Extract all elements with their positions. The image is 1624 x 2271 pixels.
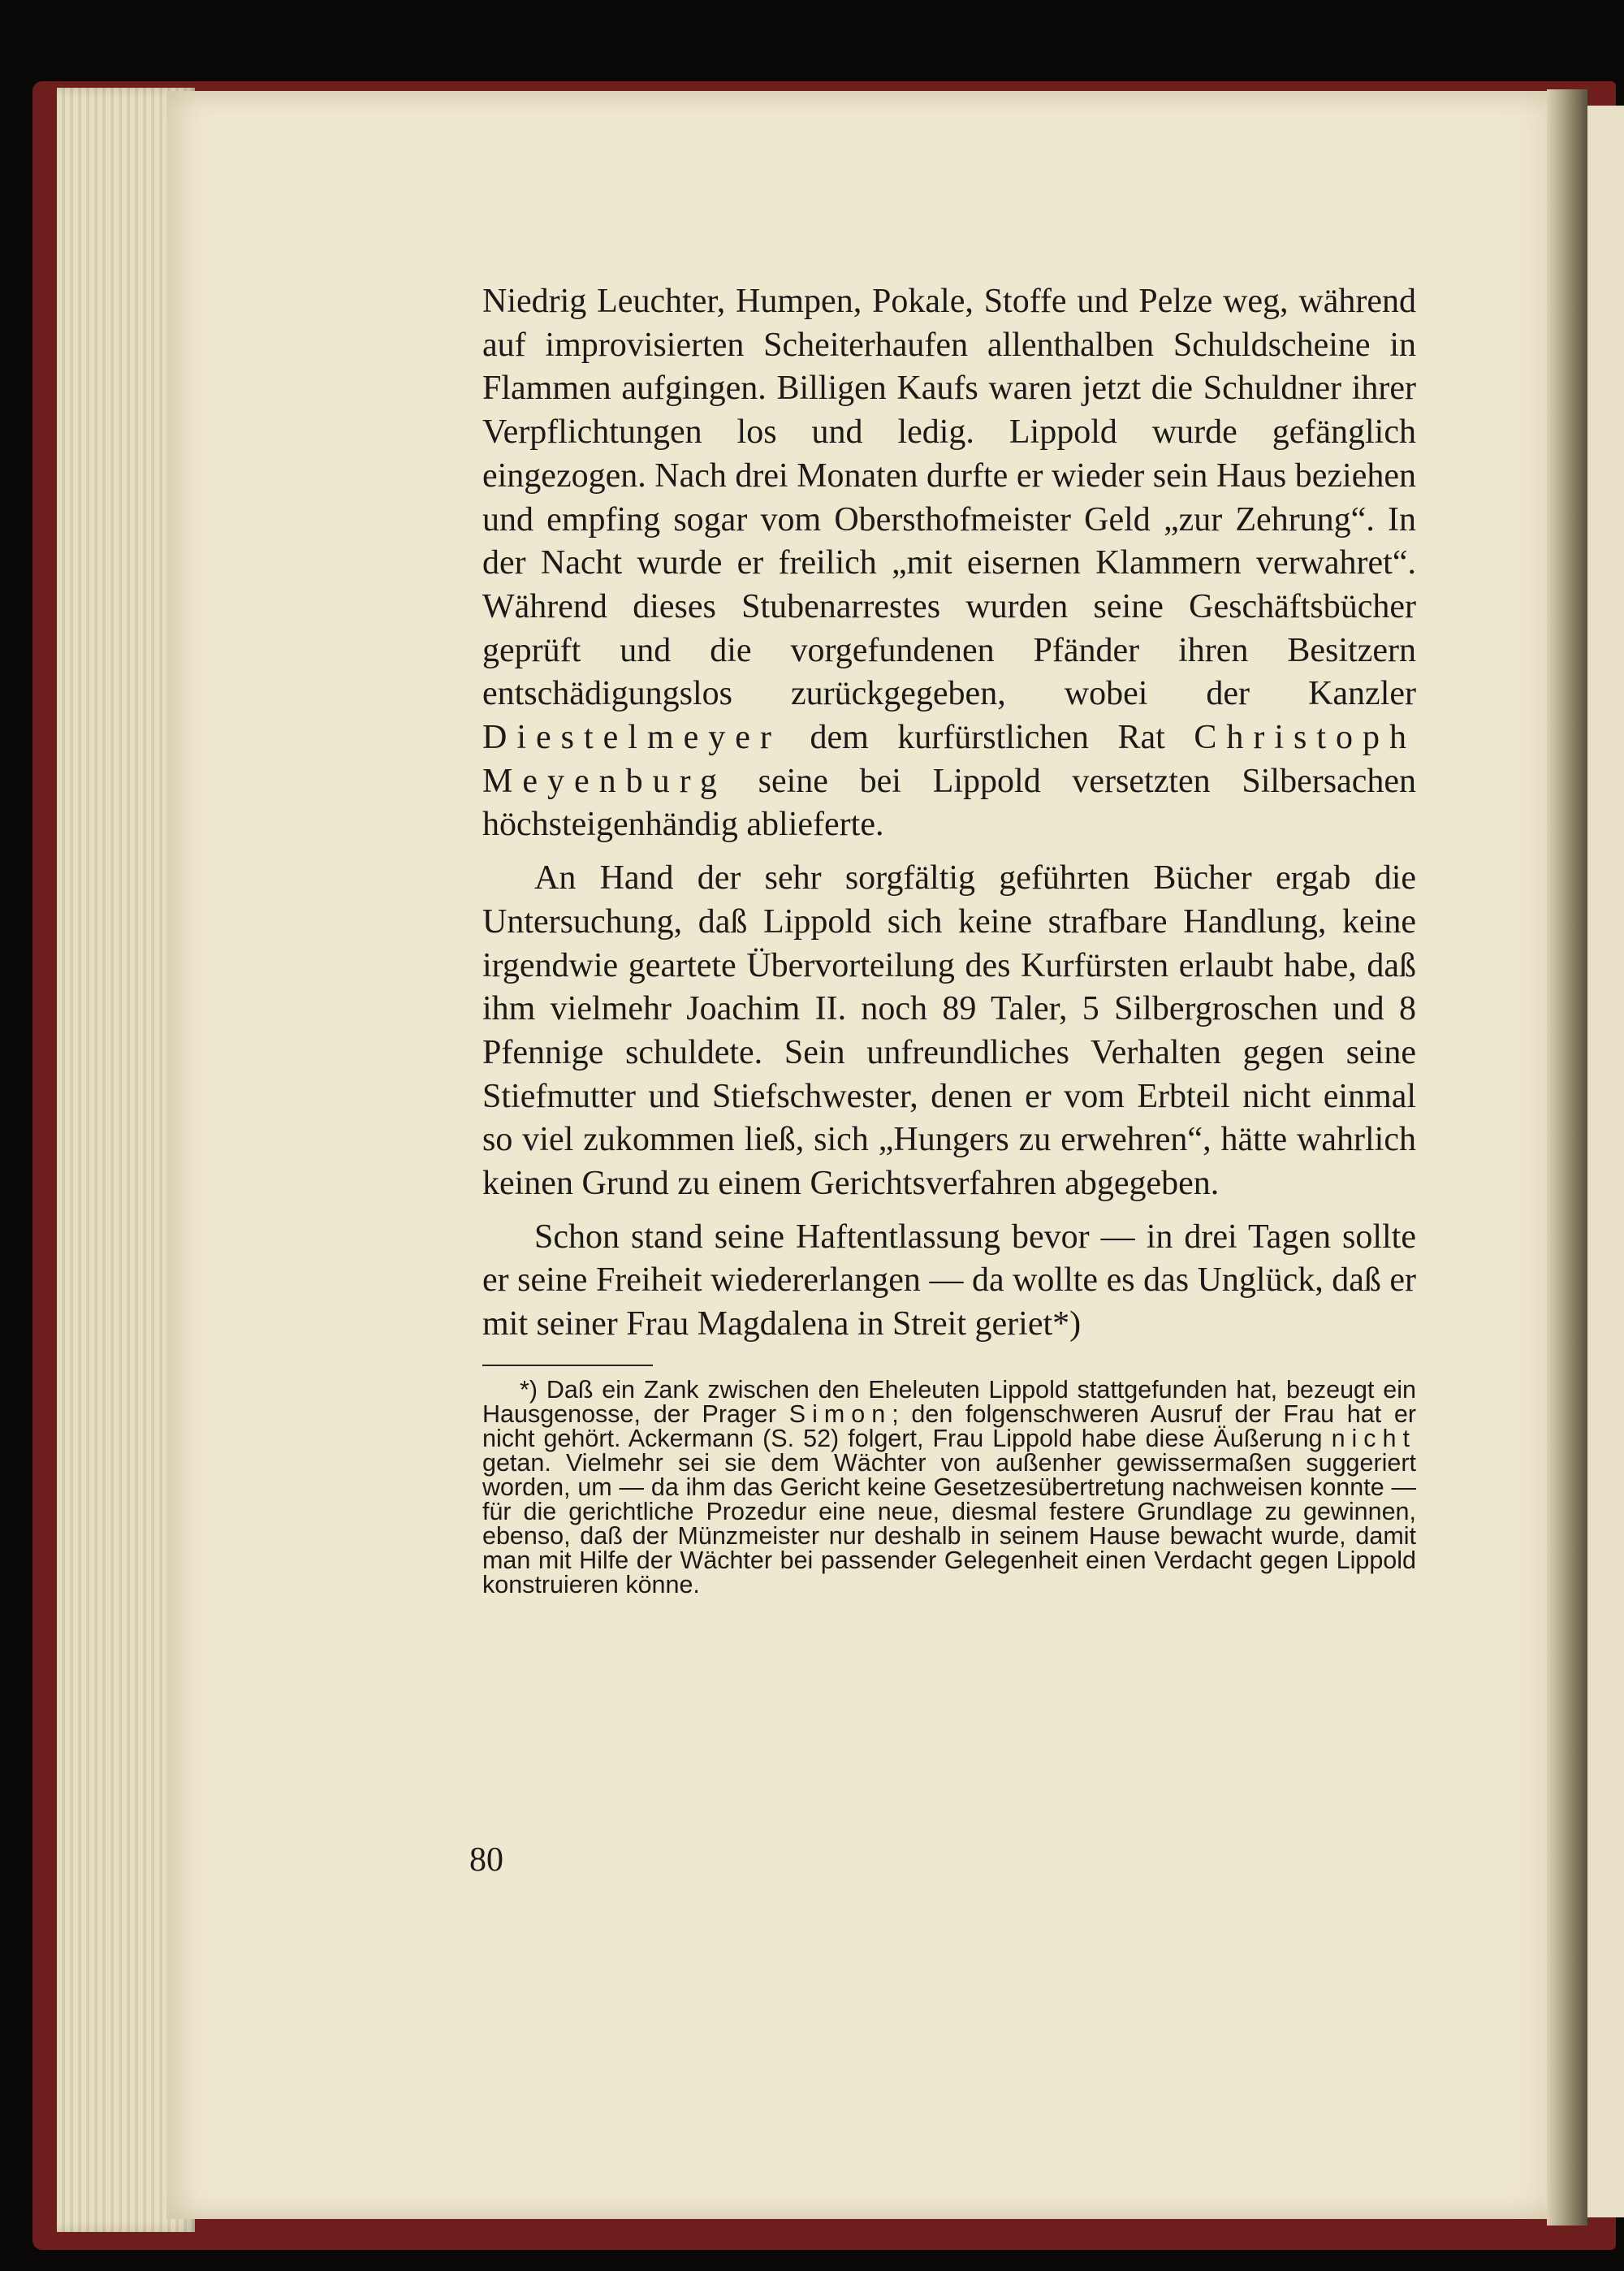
footnote-name-simon: Simon [788,1399,892,1428]
footnote-text-a: *) Daß ein Zank zwischen den Eheleuten Lippold stattgefunden hat, bezeugt ein Hausgenosse, der Prager [482,1375,1416,1428]
footnote-text-b: ; den folgenschweren Ausruf der Frau hat er nicht gehört. Ackermann (S. 52) folgert, Frau Lippold habe diese Äußerung [482,1399,1416,1452]
facing-page-edge [1587,106,1624,2217]
footnote-divider [482,1365,653,1366]
person-name-diestelmeyer: Diestelmeyer [482,719,781,757]
footnote [482,1375,1416,1598]
book-gutter [1547,89,1587,2226]
paragraph-1-text-c: seine bei Lippold versetzten Silbersachen höchsteigenhändig ablieferte. [482,762,1417,844]
paragraph-1-text-b: dem kurfürstlichen Rat [810,719,1165,757]
person-name-meyenburg: Christoph Meyenburg [482,719,1417,800]
footnote-text-c: getan. Vielmehr sei sie dem Wächter von außenher gewissermaßen suggeriert worden, um — da ihm das Gericht keine Gesetzesübertretung nachweisen konnte — für die gerichtliche Prozedur eine neue, diesmal festere Grundlage zu gewinnen, ebenso, daß der Münzmeister nur deshalb in seinem Hause bewacht wurde, damit man mit Hilfe der Wächter bei passender Gelegenheit einen Verdacht gegen Lippold konstruieren könne. [482,1448,1416,1598]
paragraph-1 [482,280,1416,847]
page-number: 80 [469,1841,503,1879]
footnote-emphasis: nicht [1331,1424,1416,1452]
paragraph-3: Schon stand seine Haftentlassung bevor — in drei Tagen sollte er seine Freiheit wiedererlangen — da wollte es das Unglück, daß er mit seiner Frau Magdalena in Streit geriet*) [482,1218,1416,1343]
paragraph-1-text-a: Niedrig Leuchter, Humpen, Pokale, Stoffe und Pelze weg, während auf improvisierten Scheiterhaufen allenthalben Schuldscheine in Flammen aufgingen. Billigen Kaufs waren jetzt die Schuldner ihrer Verpflichtungen los und ledig. Lippold wurde gefänglich eingezogen. Nach drei Monaten durfte er wieder sein Haus beziehen und empfing sogar vom Obersthofmeister Geld „zur Zehrung“. In der Nacht wurde er freilich „mit eisernen Klammern verwahret“. Während dieses Stubenarrestes wurden seine Geschäftsbücher geprüft und die vorgefundenen Pfänder ihren Besitzern entschädigungslos zurückgegeben, wobei der Kanzler [482,283,1416,713]
paragraph-2: An Hand der sehr sorgfältig geführten Bücher ergab die Untersuchung, daß Lippold sich keine strafbare Handlung, keine irgendwie geartete Übervorteilung des Kurfürsten erlaubt habe, daß ihm vielmehr Joachim II. noch 89 Taler, 5 Silbergroschen und 8 Pfennige schuldete. Sein unfreundliches Verhalten gegen seine Stiefmutter und Stiefschwester, denen er vom Erbteil nicht einmal so viel zukommen ließ, sich „Hungers zu erwehren“, hätte wahrlich keinen Grund zu einem Gerichtsverfahren abgegeben. [482,859,1416,1203]
text-block [482,280,1416,1597]
